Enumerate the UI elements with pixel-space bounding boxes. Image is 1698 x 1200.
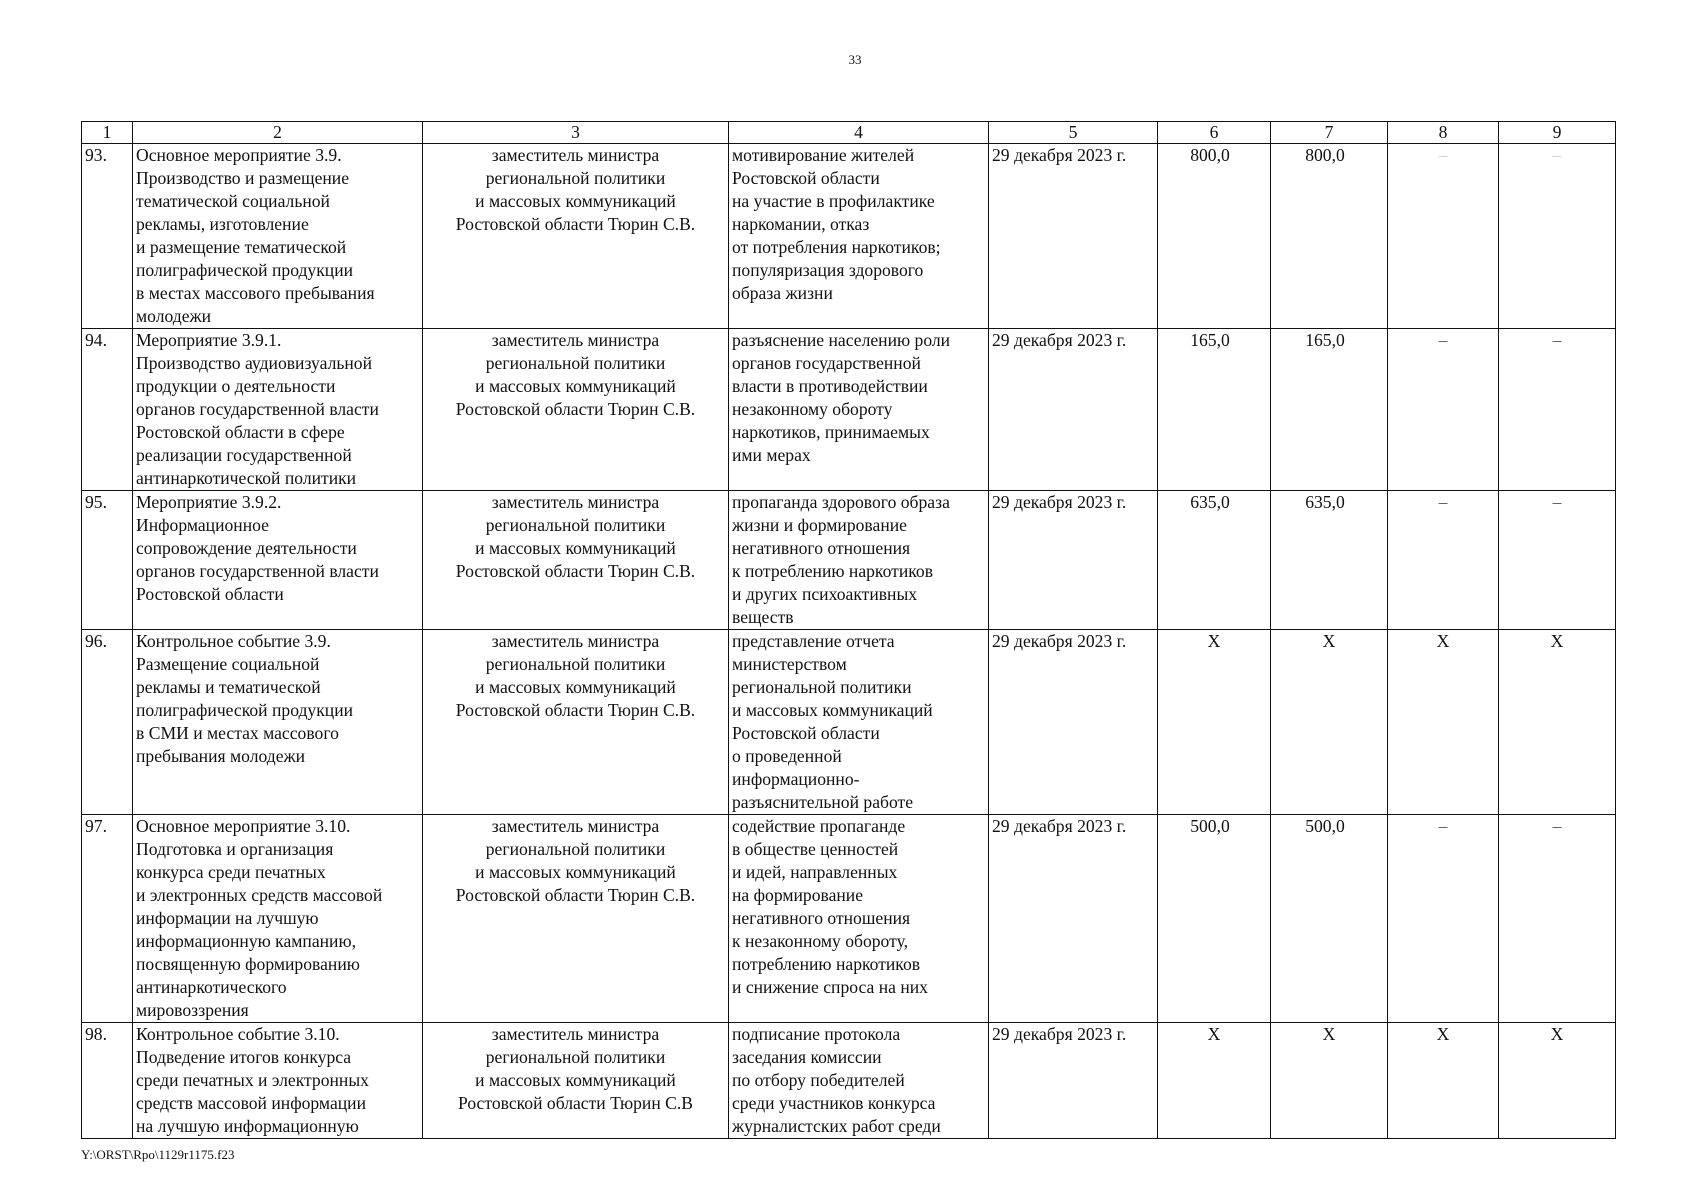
activity-name: Основное мероприятие 3.9. Производство и размещение тематической социальной рекламы, изготовление и размещение тематической полиграфической продукции в местах массового пребывания молодежи [133, 144, 423, 329]
funding-other: – [1499, 144, 1616, 329]
funding-regional: 165,0 [1271, 329, 1388, 491]
deadline-date: 29 декабря 2023 г. [989, 329, 1158, 491]
funding-regional: 800,0 [1271, 144, 1388, 329]
expected-result: представление отчета министерством региональной политики и массовых коммуникаций Ростовской области о проведенной информационно- разъяснительной работе [729, 630, 989, 815]
expected-result: подписание протокола заседания комиссии по отбору победителей среди участников конкурса журналистских работ среди [729, 1023, 989, 1139]
funding-regional: Х [1271, 1023, 1388, 1139]
funding-regional: Х [1271, 630, 1388, 815]
expected-result: мотивирование жителей Ростовской области на участие в профилактике наркомании, отказ от потребления наркотиков; популяризация здорового образа жизни [729, 144, 989, 329]
expected-result: разъяснение населению роли органов государственной власти в противодействии незаконному обороту наркотиков, принимаемых ими мерах [729, 329, 989, 491]
deadline-date: 29 декабря 2023 г. [989, 815, 1158, 1023]
funding-other: Х [1499, 630, 1616, 815]
column-header: 8 [1388, 122, 1499, 144]
funding-other: Х [1499, 1023, 1616, 1139]
funding-federal: Х [1388, 630, 1499, 815]
column-header: 7 [1271, 122, 1388, 144]
responsible-person: заместитель министра региональной политики и массовых коммуникаций Ростовской области Тюрин С.В. [423, 815, 729, 1023]
column-header: 6 [1158, 122, 1271, 144]
activity-name: Основное мероприятие 3.10. Подготовка и организация конкурса среди печатных и электронных средств массовой информации на лучшую информационную кампанию, посвященную формированию антинаркотического мировоззрения [133, 815, 423, 1023]
responsible-person: заместитель министра региональной политики и массовых коммуникаций Ростовской области Тюрин С.В. [423, 630, 729, 815]
funding-federal: Х [1388, 1023, 1499, 1139]
table-row [82, 1023, 1616, 1139]
funding-total: 800,0 [1158, 144, 1271, 329]
row-number: 98. [82, 1023, 133, 1139]
funding-federal: – [1388, 815, 1499, 1023]
expected-result: пропаганда здорового образа жизни и формирование негативного отношения к потреблению наркотиков и других психоактивных веществ [729, 491, 989, 630]
funding-regional: 500,0 [1271, 815, 1388, 1023]
funding-other: – [1499, 491, 1616, 630]
funding-other: – [1499, 329, 1616, 491]
responsible-person: заместитель министра региональной политики и массовых коммуникаций Ростовской области Тюрин С.В. [423, 491, 729, 630]
table-row [82, 329, 1616, 491]
activity-name: Мероприятие 3.9.2. Информационное сопровождение деятельности органов государственной власти Ростовской области [133, 491, 423, 630]
responsible-person: заместитель министра региональной политики и массовых коммуникаций Ростовской области Тюрин С.В. [423, 144, 729, 329]
activity-name: Мероприятие 3.9.1. Производство аудиовизуальной продукции о деятельности органов государственной власти Ростовской области в сфере реализации государственной антинаркотической политики [133, 329, 423, 491]
row-number: 97. [82, 815, 133, 1023]
table-row [82, 144, 1616, 329]
column-header: 3 [423, 122, 729, 144]
row-number: 94. [82, 329, 133, 491]
table-row [82, 491, 1616, 630]
funding-total: 500,0 [1158, 815, 1271, 1023]
activity-name: Контрольное событие 3.10. Подведение итогов конкурса среди печатных и электронных средств массовой информации на лучшую информационную [133, 1023, 423, 1139]
deadline-date: 29 декабря 2023 г. [989, 144, 1158, 329]
column-header: 5 [989, 122, 1158, 144]
row-number: 96. [82, 630, 133, 815]
table-row [82, 630, 1616, 815]
activity-plan-table [81, 121, 1616, 1139]
activity-name: Контрольное событие 3.9. Размещение социальной рекламы и тематической полиграфической продукции в СМИ и местах массового пребывания молодежи [133, 630, 423, 815]
file-path-footer: Y:\ORST\Rpo\1129r1175.f23 [81, 1147, 235, 1162]
table-row [82, 815, 1616, 1023]
funding-total: Х [1158, 1023, 1271, 1139]
column-header: 1 [82, 122, 133, 144]
funding-regional: 635,0 [1271, 491, 1388, 630]
funding-federal: – [1388, 329, 1499, 491]
column-header: 4 [729, 122, 989, 144]
funding-federal: – [1388, 144, 1499, 329]
responsible-person: заместитель министра региональной политики и массовых коммуникаций Ростовской области Тюрин С.В [423, 1023, 729, 1139]
funding-other: – [1499, 815, 1616, 1023]
deadline-date: 29 декабря 2023 г. [989, 491, 1158, 630]
header-row [82, 122, 1616, 144]
row-number: 95. [82, 491, 133, 630]
funding-total: 165,0 [1158, 329, 1271, 491]
column-header: 9 [1499, 122, 1616, 144]
funding-total: 635,0 [1158, 491, 1271, 630]
expected-result: содействие пропаганде в обществе ценностей и идей, направленных на формирование негативного отношения к незаконному обороту, потреблению наркотиков и снижение спроса на них [729, 815, 989, 1023]
row-number: 93. [82, 144, 133, 329]
responsible-person: заместитель министра региональной политики и массовых коммуникаций Ростовской области Тюрин С.В. [423, 329, 729, 491]
funding-total: Х [1158, 630, 1271, 815]
deadline-date: 29 декабря 2023 г. [989, 630, 1158, 815]
funding-federal: – [1388, 491, 1499, 630]
column-header: 2 [133, 122, 423, 144]
page-number: 33 [848, 52, 862, 67]
deadline-date: 29 декабря 2023 г. [989, 1023, 1158, 1139]
